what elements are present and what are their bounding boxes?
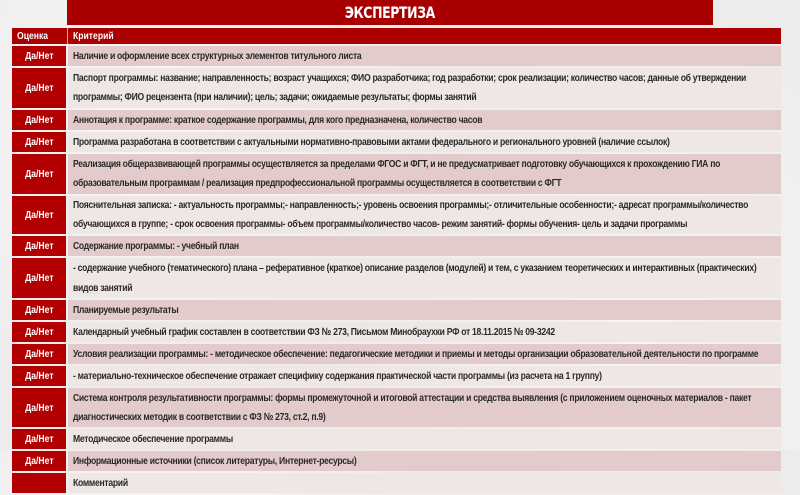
table-row (12, 388, 781, 427)
criterion-text: Паспорт программы: название; направленность; возраст учащихся; ФИО разработчика; год разработки; срок реализации; количество часов; данные об утверждении программы; ФИО рецензента (при наличии); цель; задачи; ожидаемые результаты; формы занятий (73, 72, 747, 103)
column-header-criterion: Критерий (68, 28, 781, 44)
score-value: Да/Нет (24, 82, 54, 94)
score-value: Да/Нет (24, 136, 54, 148)
table-row (12, 429, 781, 449)
criterion-cell (68, 451, 781, 471)
criterion-text: Методическое обеспечение программы (73, 433, 233, 445)
score-cell[interactable] (12, 366, 68, 386)
table-row (12, 196, 781, 234)
table-row (12, 236, 781, 256)
score-cell[interactable] (12, 132, 68, 152)
score-value: Да/Нет (24, 50, 54, 62)
score-cell[interactable] (12, 388, 68, 427)
score-value: Да/Нет (24, 272, 54, 284)
table-row (12, 473, 781, 493)
criterion-cell (68, 196, 781, 234)
criterion-text: Система контроля результативности программы: формы промежуточной и итоговой аттестации и средства выявления (с приложением оценочных материалов - пакет диагностических методик в соответствии с ФЗ № 273, ст.2, п.9) (73, 391, 752, 423)
score-cell[interactable] (12, 451, 68, 471)
criterion-cell (68, 300, 781, 320)
table-header-row (12, 28, 781, 44)
score-cell[interactable] (12, 46, 68, 66)
score-cell[interactable] (12, 473, 68, 493)
criterion-text: Информационные источники (список литературы, Интернет-ресурсы) (73, 455, 357, 467)
criterion-text: - содержание учебного (тематического) плана – реферативное (краткое) описание разделов (модулей) и тем, с указанием теоретических и интерактивных (практических) видов занятий (73, 262, 757, 294)
table-row (12, 46, 781, 66)
criterion-text: Календарный учебный график составлен в соответствии ФЗ № 273, Письмом Минобраухки РФ от 18.11.2015 № 09-3242 (73, 326, 555, 338)
criterion-cell (68, 344, 781, 364)
score-value: Да/Нет (24, 209, 54, 221)
score-cell[interactable] (12, 154, 68, 194)
score-value: Да/Нет (24, 433, 54, 445)
table-row (12, 68, 781, 108)
criterion-text: Условия реализации программы: - методическое обеспечение: педагогические методики и приемы и методы организации образовательной деятельности по программе (73, 348, 759, 360)
score-cell[interactable] (12, 322, 68, 342)
criterion-cell (68, 46, 781, 66)
score-cell[interactable] (12, 344, 68, 364)
criterion-cell (68, 154, 781, 194)
criterion-cell (68, 366, 781, 386)
column-header-score: Оценка (12, 28, 68, 44)
score-cell[interactable] (12, 300, 68, 320)
criterion-text: - материально-техническое обеспечение отражает специфику содержания практической части программы (из расчета на 1 группу) (73, 370, 602, 382)
table-row (12, 154, 781, 194)
score-cell[interactable] (12, 236, 68, 256)
criterion-text: Планируемые результаты (73, 304, 179, 316)
score-cell[interactable] (12, 196, 68, 234)
criterion-cell (68, 322, 781, 342)
criterion-cell (68, 236, 781, 256)
criterion-text: Реализация общеразвивающей программы осуществляется за пределами ФГОС и ФГТ, и не предусматривает подготовку обучающихся к прохождению ГИА по образовательным программам / реализация предпрофессиональной программы осуществляется в соответствии с ФГТ (73, 158, 721, 189)
score-cell[interactable] (12, 110, 68, 130)
table-row (12, 366, 781, 386)
criterion-text: Аннотация к программе: краткое содержание программы, для кого предназначена, количество часов (73, 114, 483, 126)
score-value: Да/Нет (24, 401, 54, 414)
score-cell[interactable] (12, 258, 68, 298)
criterion-cell (68, 258, 781, 298)
slide-title (67, 0, 713, 25)
table-row (12, 132, 781, 152)
table-row (12, 300, 781, 320)
criterion-cell (68, 388, 781, 427)
criterion-cell (68, 473, 781, 493)
criterion-cell (68, 110, 781, 130)
slide-title-text: ЭКСПЕРТИЗА (344, 3, 436, 22)
criterion-cell (68, 429, 781, 449)
table-row (12, 322, 781, 342)
criterion-text: Наличие и оформление всех структурных элементов титульного листа (73, 50, 362, 62)
score-value: Да/Нет (24, 240, 54, 252)
criterion-cell (68, 68, 781, 108)
criterion-text: Комментарий (73, 477, 128, 489)
table-row (12, 344, 781, 364)
score-value: Да/Нет (24, 370, 54, 382)
expertise-table (12, 26, 781, 495)
table-row (12, 451, 781, 471)
table-row (12, 110, 781, 130)
score-value: Да/Нет (24, 348, 54, 360)
criterion-text: Содержание программы: - учебный план (73, 240, 239, 252)
table-row (12, 258, 781, 298)
score-value: Да/Нет (24, 114, 54, 126)
criterion-text: Программа разработана в соответствии с актуальными нормативно-правовыми актами федерального и регионального уровней (наличие ссылок) (73, 136, 670, 148)
score-value: Да/Нет (24, 304, 54, 316)
criterion-cell (68, 132, 781, 152)
score-cell[interactable] (12, 429, 68, 449)
score-value: Да/Нет (24, 168, 54, 180)
score-value: Да/Нет (24, 326, 54, 338)
score-cell[interactable] (12, 68, 68, 108)
criterion-text: Пояснительная записка: - актуальность программы;- направленность;- уровень освоения программы;- отличительные особенности;- адресат программы/количество обучающихся в группе; - срок освоения программы- объем программы/количество часов- режим занятий- формы обучения- цель и задачи программы (73, 199, 749, 230)
score-value: Да/Нет (24, 455, 54, 467)
